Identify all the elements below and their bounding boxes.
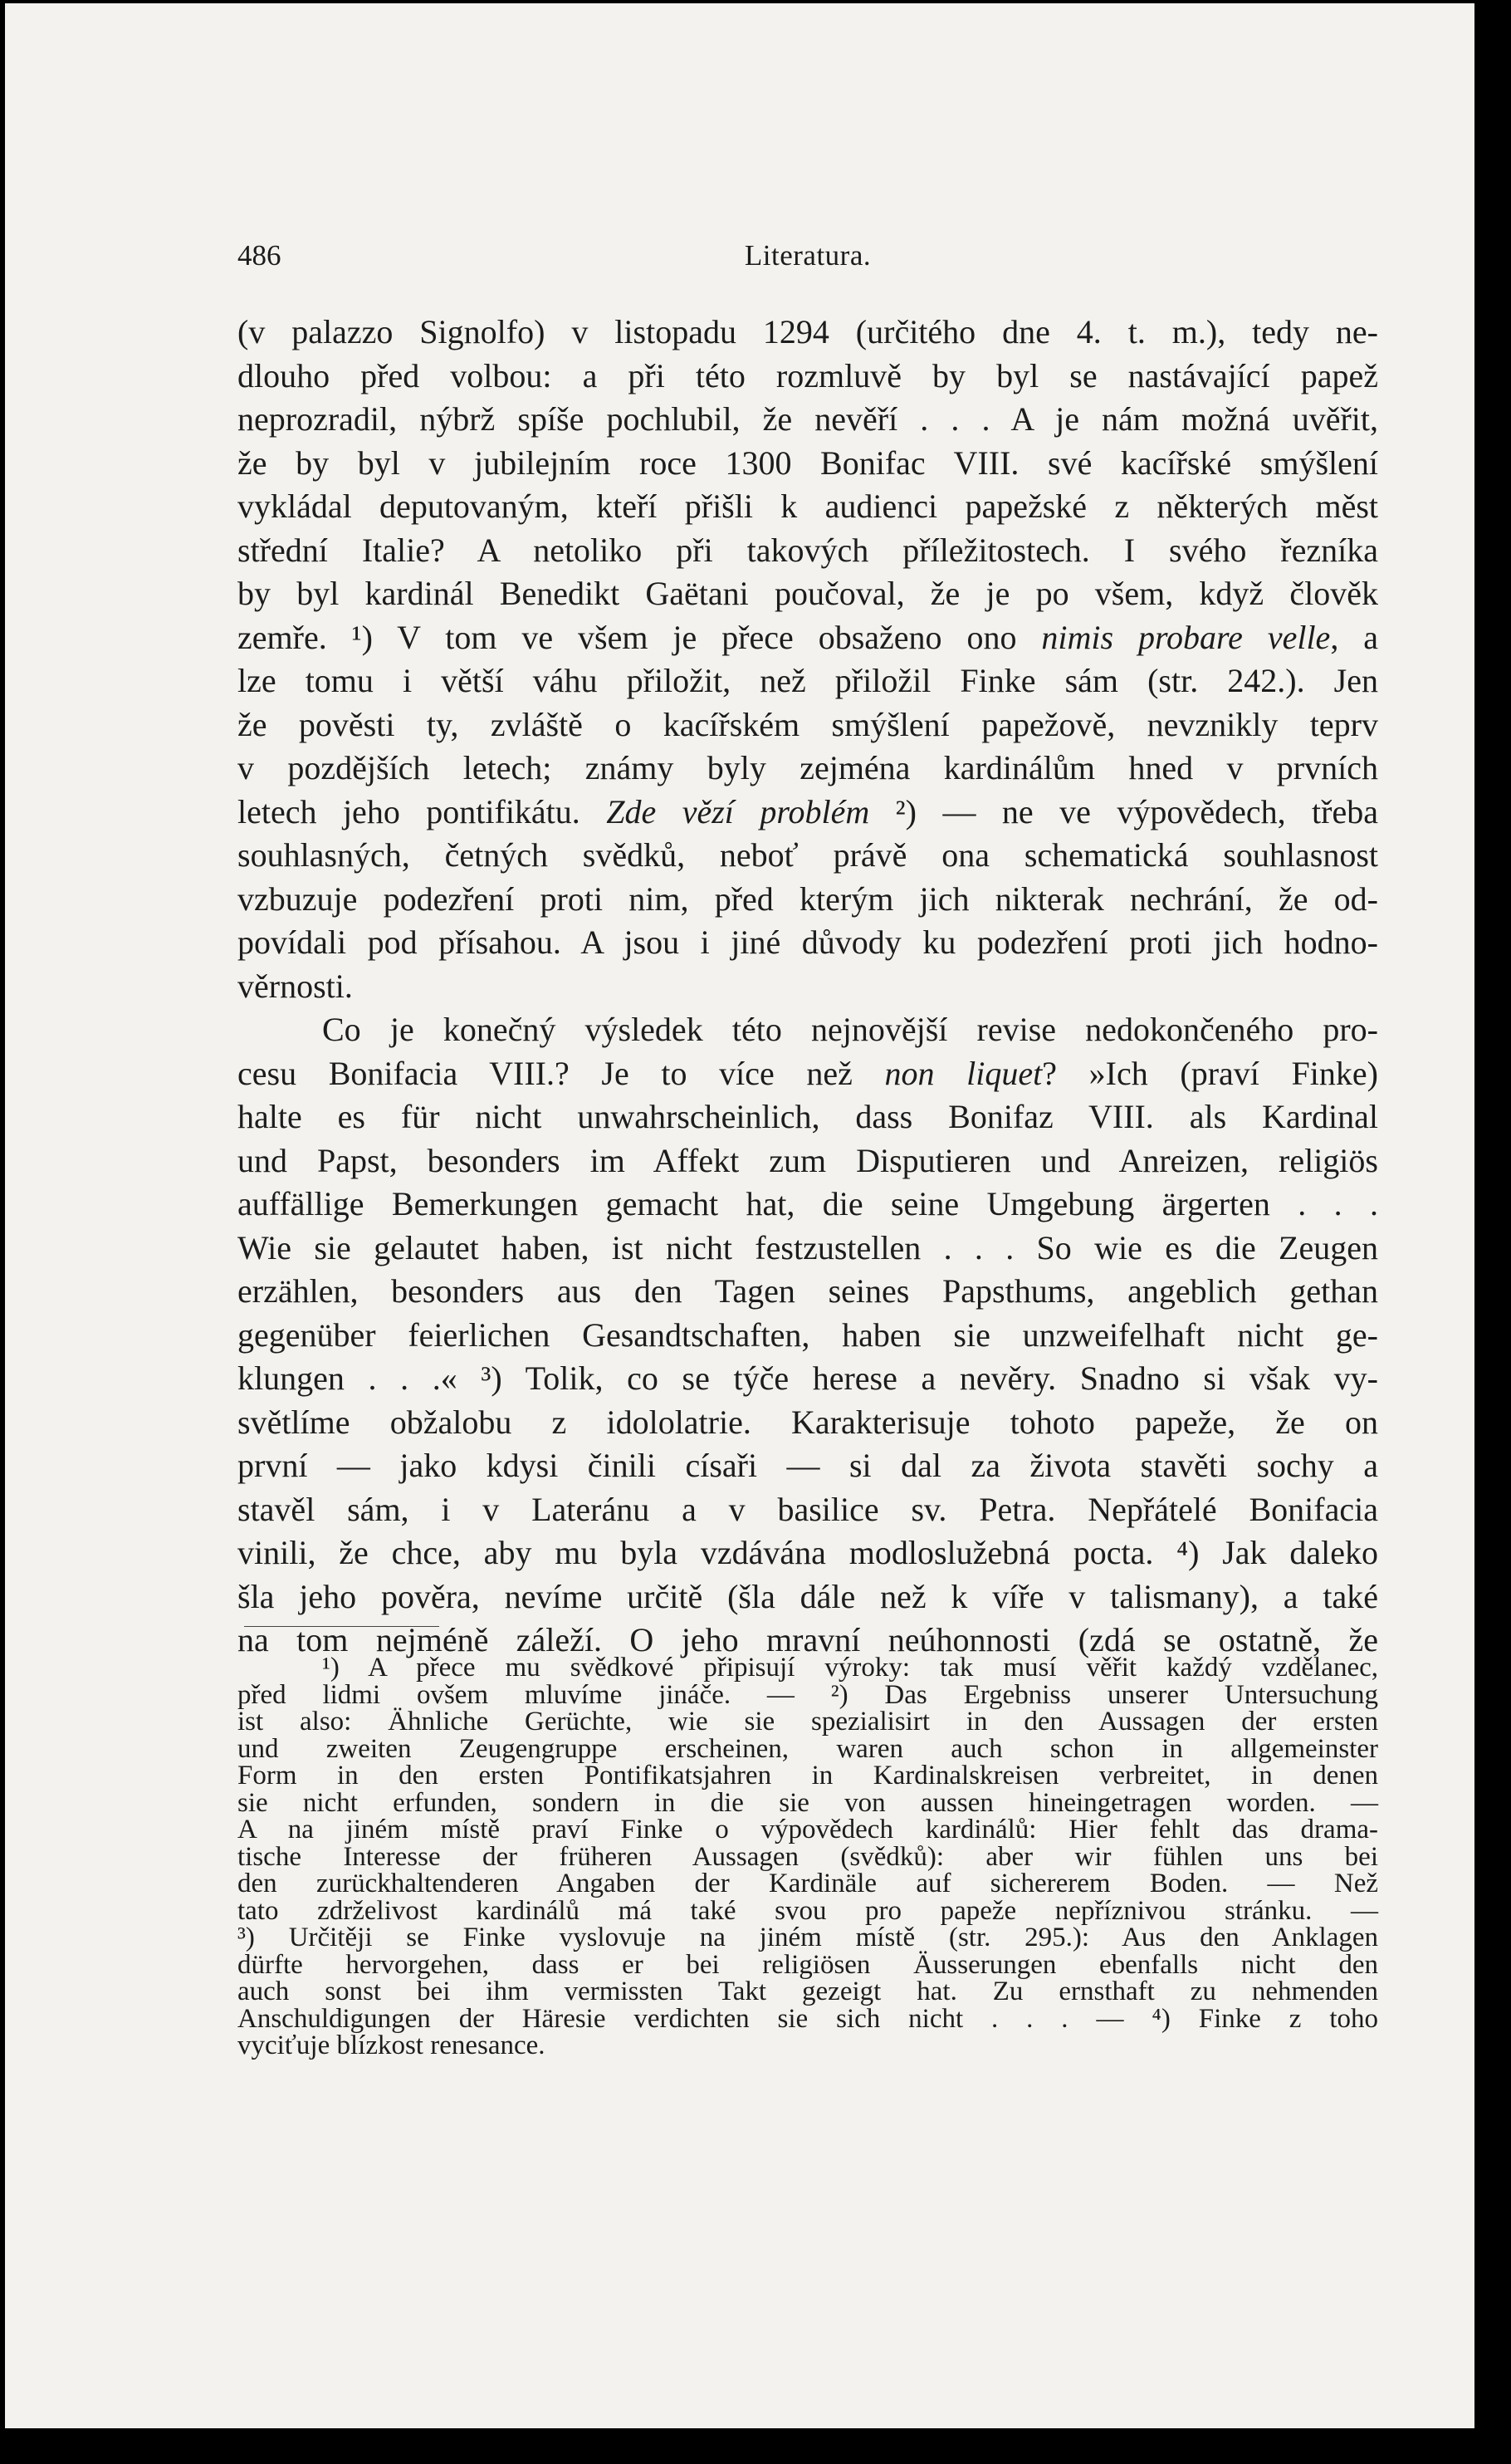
scanned-page [5, 3, 1474, 2428]
footnote-line: před lidmi ovšem mluvíme jináče. — ²) Das Ergebniss unserer Untersuchung [237, 1679, 1378, 1710]
page-number: 486 [237, 239, 281, 272]
text-line: povídali pod přísahou. A jsou i jiné důvody ku podezření proti jich hodno- [237, 923, 1378, 961]
footnote-line: dürfte hervorgehen, dass er bei religiösen Äusserungen ebenfalls nicht den [237, 1949, 1378, 1980]
text-line: dlouho před volbou: a při této rozmluvě by byl se nastávající papež [237, 356, 1378, 394]
text-line: první — jako kdysi činili císaři — si dal za života stavěti sochy a [237, 1447, 1378, 1484]
text-line: souhlasných, četných svědků, neboť právě ona schematická souhlasnost [237, 836, 1378, 874]
text-line: na tom nejméně záleží. O jeho mravní neúhonnosti (zdá se ostatně, že [237, 1621, 1378, 1658]
text-line: Wie sie gelautet haben, ist nicht festzustellen . . . So wie es die Zeugen [237, 1228, 1378, 1266]
text-line [237, 616, 1378, 660]
text-line: gegenüber feierlichen Gesandtschaften, haben sie unzweifelhaft nicht ge- [237, 1315, 1378, 1354]
text-line: vzbuzuje podezření proti nim, před kterým jich nikterak nechrání, že od- [237, 879, 1378, 918]
text-line: šla jeho pověra, nevíme určitě (šla dále než k víře v talismany), a také [237, 1577, 1378, 1615]
footnote-separator [244, 1626, 439, 1627]
footnote-line: den zurückhaltenderen Angaben der Kardinäle auf sichererem Boden. — Než [237, 1869, 1378, 1898]
text-line: věrnosti. [237, 967, 353, 1005]
footnote-line: auch sonst bei ihm vermissten Takt gezeigt hat. Zu ernsthaft zu nehmenden [237, 1977, 1378, 2006]
footnotes [237, 1654, 1378, 2060]
italic-phrase: Zde vězí problém [606, 792, 870, 830]
text-line: střední Italie? A netoliko při takových příležitostech. I svého řezníka [237, 531, 1378, 569]
text-line: auffällige Bemerkungen gemacht hat, die seine Umgebung ärgerten . . . [237, 1185, 1378, 1222]
footnote-line: Form in den ersten Pontifikatsjahren in Kardinalskreisen verbreitet, in denen [237, 1761, 1378, 1790]
text-line: že pověsti ty, zvláště o kacířském smýšlení papežově, nevznikly teprv [237, 705, 1378, 743]
page-header [237, 229, 1378, 279]
footnote-line: und zweiten Zeugengruppe erscheinen, waren auch schon in allgemeinster [237, 1733, 1378, 1764]
text-segment: , a [1330, 618, 1378, 656]
footnote-line: tische Interesse der früheren Aussagen (svědků): aber wir fühlen uns bei [237, 1841, 1378, 1872]
text-line [237, 791, 1378, 835]
footnote-line: A na jiném místě praví Finke o výpovědech kardinálů: Hier fehlt das drama- [237, 1815, 1378, 1844]
text-line: světlíme obžalobu z idololatrie. Karakterisuje tohoto papeže, že on [237, 1403, 1378, 1441]
body-text [237, 311, 1378, 1663]
text-segment: cesu Bonifacia VIII.? Je to více než [237, 1054, 885, 1092]
text-segment: zemře. ¹) V tom ve všem je přece obsaženo ono [237, 618, 1042, 656]
footnote-line: ¹) A přece mu svědkové připisují výroky: tak musí věřit každý vzdělanec, [322, 1653, 1378, 1683]
text-line: und Papst, besonders im Affekt zum Disputieren und Anreizen, religiös [237, 1141, 1378, 1179]
text-line: stavěl sám, i v Lateránu a v basilice sv. Petra. Nepřátelé Bonifacia [237, 1490, 1378, 1528]
text-line: klungen . . .« ³) Tolik, co se týče herese a nevěry. Snadno si však vy- [237, 1359, 1378, 1397]
text-line: v pozdějších letech; známy byly zejména kardinálům hned v prvních [237, 749, 1378, 786]
text-line: lze tomu i větší váhu přiložit, než přiložil Finke sám (str. 242.). Jen [237, 662, 1378, 699]
text-line: vinili, že chce, aby mu byla vzdávána modloslužebná pocta. ⁴) Jak daleko [237, 1534, 1378, 1571]
footnote-line: vyciťuje blízkost renesance. [237, 2030, 545, 2060]
text-line: vykládal deputovaným, kteří přišli k audienci papežské z některých měst [237, 487, 1378, 525]
text-line: by byl kardinál Benedikt Gaëtani poučoval, že je po všem, když člověk [237, 575, 1378, 612]
footnote-line: sie nicht erfunden, sondern in die sie von aussen hineingetragen worden. — [237, 1787, 1378, 1818]
text-segment: letech jeho pontifikátu. [237, 792, 607, 830]
footnote-line: ³) Určitěji se Finke vyslovuje na jiném místě (str. 295.): Aus den Anklagen [237, 1923, 1378, 1952]
running-title: Literatura. [744, 239, 872, 272]
italic-phrase: nimis probare velle [1041, 618, 1331, 656]
text-segment: ? »Ich (praví Finke) [1042, 1054, 1378, 1092]
footnote-line: Anschuldigungen der Häresie verdichten sie sich nicht . . . — ⁴) Finke z toho [237, 2003, 1378, 2034]
text-segment: ²) — ne ve výpovědech, třeba [869, 792, 1378, 830]
text-line: že by byl v jubilejním roce 1300 Bonifac VIII. své kacířské smýšlení [237, 443, 1378, 482]
text-line: halte es für nicht unwahrscheinlich, dass Bonifaz VIII. als Kardinal [237, 1098, 1378, 1135]
text-line: (v palazzo Signolfo) v listopadu 1294 (určitého dne 4. t. m.), tedy ne- [237, 313, 1378, 350]
text-line: erzählen, besonders aus den Tagen seines Papsthums, angeblich gethan [237, 1272, 1378, 1310]
text-line: neprozradil, nýbrž spíše pochlubil, že nevěří . . . A je nám možná uvěřit, [237, 400, 1378, 438]
footnote-line: ist also: Ähnliche Gerüchte, wie sie spezialisirt in den Aussagen der ersten [237, 1707, 1378, 1737]
text-line [237, 1052, 1378, 1096]
text-line: Co je konečný výsledek této nejnovější revise nedokončeného pro- [322, 1011, 1378, 1048]
footnote-line: tato zdrželivost kardinálů má také svou pro papeže nepříznivou stránku. — [237, 1895, 1378, 1926]
italic-phrase: non liquet [884, 1054, 1043, 1092]
